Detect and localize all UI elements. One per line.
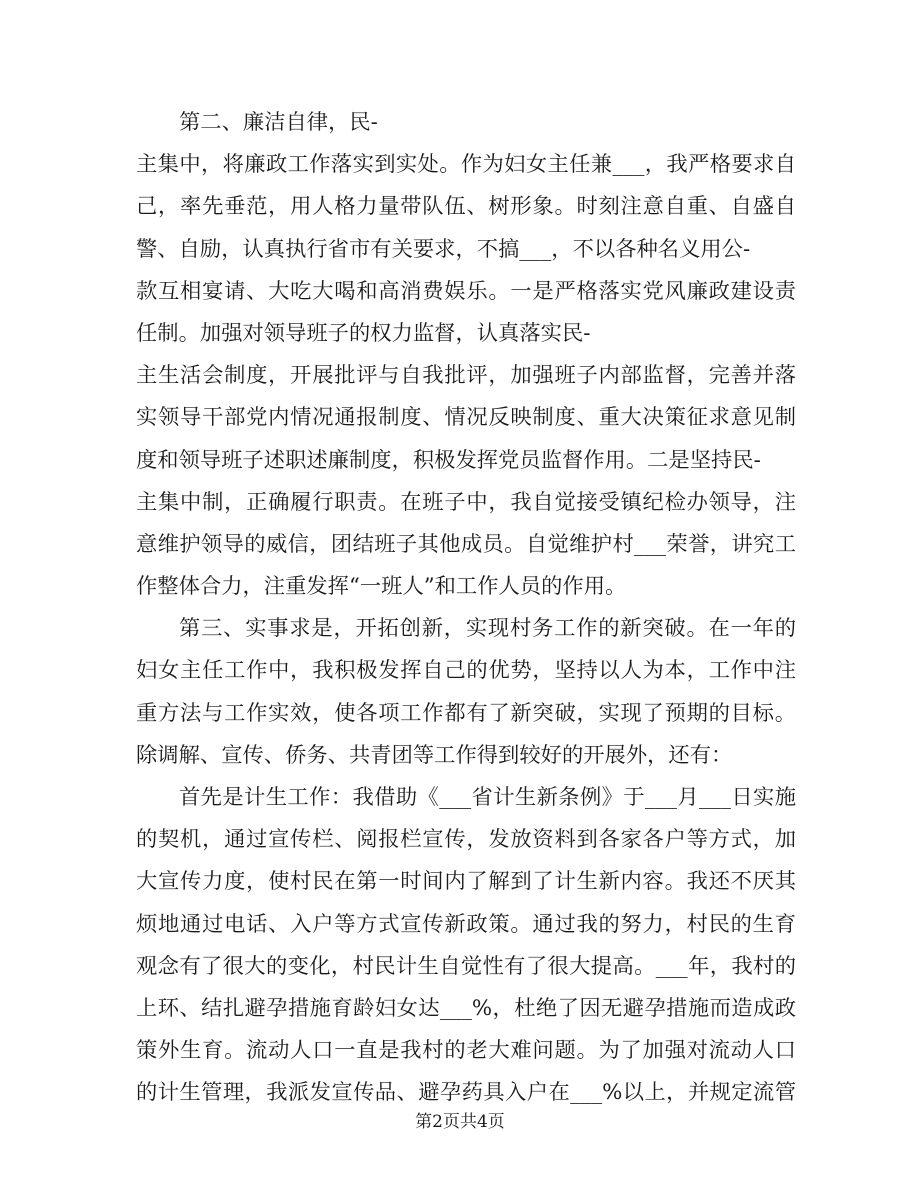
paragraph-line: 的契机，通过宣传栏、阅报栏宣传，发放资料到各家各户等方式，加 (136, 827, 796, 853)
paragraph-line: 主生活会制度，开展批评与自我批评，加强班子内部监督，完善并落 (136, 363, 796, 389)
paragraph-line: 大宣传力度，使村民在第一时间内了解到了计生新内容。我还不厌其 (136, 869, 796, 895)
paragraph-line: 任制。加强对领导班子的权力监督，认真落实民- (136, 320, 591, 346)
paragraph-line: 重方法与工作实效，使各项工作都有了新突破，实现了预期的目标。 (136, 700, 796, 726)
paragraph-line: 作整体合力，注重发挥“一班人”和工作人员的作用。 (136, 574, 627, 600)
paragraph-line: 度和领导班子述职述廉制度，积极发挥党员监督作用。二是坚持民- (136, 447, 761, 473)
paragraph-line: 主集中制，正确履行职责。在班子中，我自觉接受镇纪检办领导，注 (136, 489, 796, 515)
paragraph-line: 己，率先垂范，用人格力量带队伍、树形象。时刻注意自重、自盛自 (136, 194, 796, 220)
paragraph-line: 第三、实事求是，开拓创新，实现村务工作的新突破。在一年的 (179, 616, 796, 642)
paragraph-line: 烦地通过电话、入户等方式宣传新政策。通过我的努力，村民的生育 (136, 911, 796, 937)
page-number-footer: 第2页共4页 (415, 1112, 505, 1132)
paragraph-line: 首先是计生工作：我借助《___省计生新条例》于___月___日实施 (179, 785, 796, 810)
paragraph-line: 警、自励，认真执行省市有关要求，不搞___，不以各种名义用公- (136, 236, 751, 262)
paragraph-line: 款互相宴请、大吃大喝和高消费娱乐。一是严格落实党风廉政建设责 (136, 278, 796, 304)
paragraph-line: 意维护领导的威信，团结班子其他成员。自觉维护村___荣誉，讲究工 (136, 531, 796, 557)
paragraph-line: 实领导干部党内情况通报制度、情况反映制度、重大决策征求意见制 (136, 405, 796, 431)
paragraph-line: 策外生育。流动人口一直是我村的老大难问题。为了加强对流动人口 (136, 1038, 796, 1064)
paragraph-line: 观念有了很大的变化，村民计生自觉性有了很大提高。___年，我村的 (136, 953, 796, 979)
document-body (136, 102, 796, 1115)
paragraph-line: 第二、廉洁自律，民- (179, 110, 378, 135)
paragraph-line: 妇女主任工作中，我积极发挥自己的优势，坚持以人为本，工作中注 (136, 658, 796, 684)
paragraph-line: 除调解、宣传、侨务、共青团等工作得到较好的开展外，还有： (136, 742, 733, 768)
paragraph-line: 主集中，将廉政工作落实到实处。作为妇女主任兼___，我严格要求自 (136, 152, 796, 178)
paragraph-line: 上环、结扎避孕措施育龄妇女达___%，杜绝了因无避孕措施而造成政 (136, 995, 796, 1021)
paragraph-line: 的计生管理，我派发宣传品、避孕药具入户在___%以上，并规定流管 (136, 1080, 796, 1106)
